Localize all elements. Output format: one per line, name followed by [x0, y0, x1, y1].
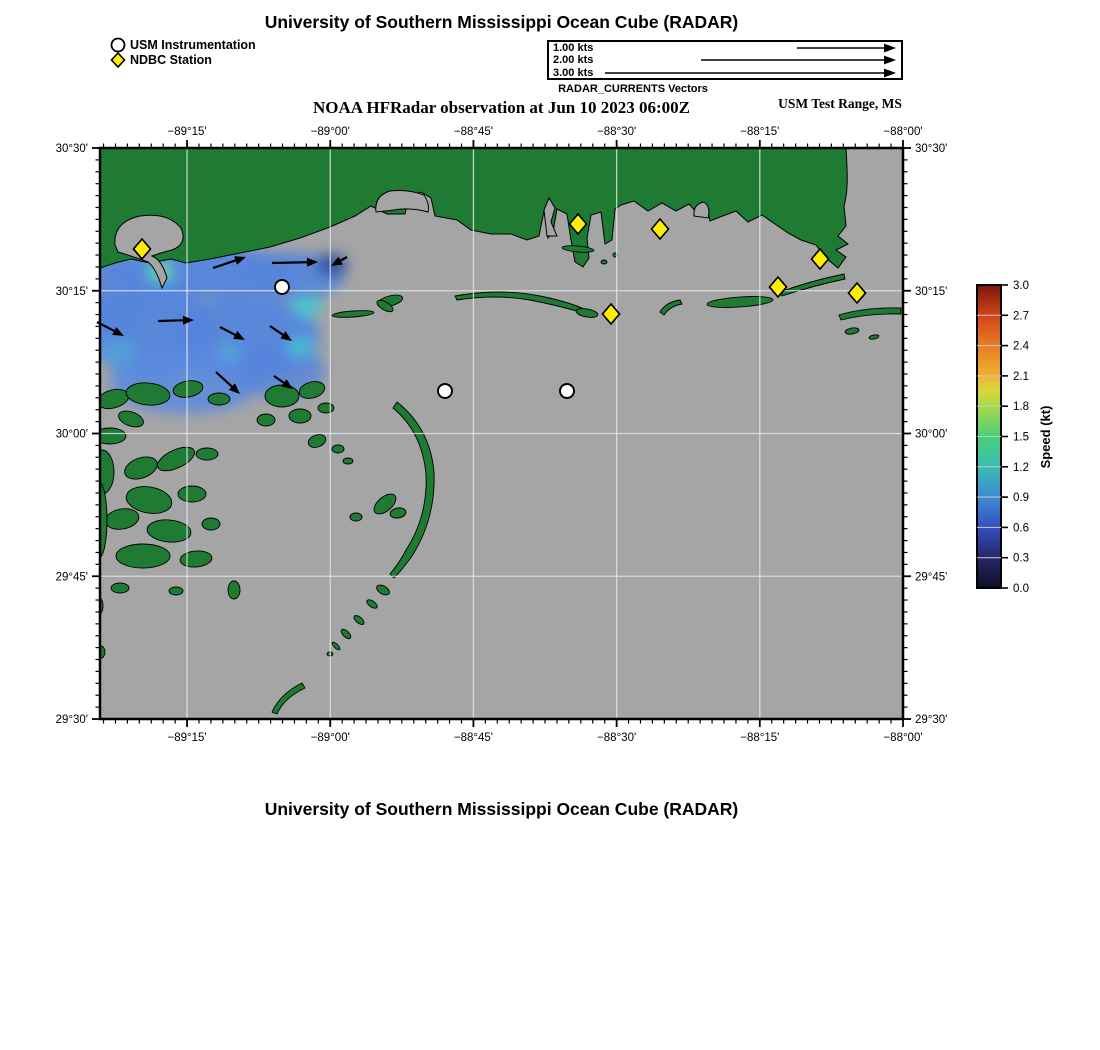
- vector-scale-box: [547, 40, 903, 80]
- x-tick-label-top: −89°00': [310, 126, 350, 138]
- y-tick-label-left: 30°00': [55, 428, 88, 441]
- vector-scale-arrow: [605, 67, 897, 79]
- vector-scale-row: [549, 67, 901, 79]
- x-tick-label-top: −89°15': [167, 126, 207, 138]
- vector-shaft: [158, 320, 183, 321]
- y-tick-label-right: 30°00': [915, 428, 948, 441]
- legend-label-ndbc: NDBC Station: [130, 52, 212, 67]
- vector-scale-label: 3.00 kts: [553, 66, 594, 79]
- y-tick-label-right: 29°30': [915, 714, 948, 726]
- usm-station-marker: [560, 384, 574, 398]
- x-tick-label-top: −88°45': [453, 126, 493, 138]
- x-tick-label-bottom: −88°45': [453, 732, 493, 744]
- colorbar-tick-label: 0.3: [1013, 552, 1029, 565]
- usm-station-marker: [438, 384, 452, 398]
- vector-scale-label: 1.00 kts: [553, 42, 594, 54]
- observation-subtitle: NOAA HFRadar observation at Jun 10 2023 06:00Z: [312, 98, 690, 117]
- colorbar-tick-label: 3.0: [1013, 280, 1029, 292]
- y-tick-label-left: 29°45': [55, 571, 88, 584]
- colorbar-tick-label: 1.8: [1013, 401, 1029, 414]
- y-tick-label-left: 29°30': [55, 714, 88, 726]
- y-tick-label-left: 30°15': [55, 285, 88, 298]
- legend-item-usm: [110, 37, 256, 52]
- colorbar-tick-label: 2.7: [1013, 310, 1029, 323]
- colorbar-title: Speed (kt): [1038, 405, 1053, 469]
- colorbar-tick-label: 2.1: [1013, 370, 1029, 383]
- colorbar-tick-label: 0.6: [1013, 522, 1029, 535]
- vector-scale-arrow: [701, 54, 897, 66]
- x-tick-label-bottom: −88°15': [740, 732, 780, 744]
- vector-scale-caption: RADAR_CURRENTS Vectors: [558, 83, 708, 95]
- x-tick-label-top: −88°00': [883, 126, 923, 138]
- usm-station-marker: [275, 280, 289, 294]
- legend-item-ndbc: [110, 52, 256, 67]
- colorbar-tick-label: 1.2: [1013, 461, 1029, 474]
- legend-label-usm: USM Instrumentation: [130, 37, 256, 52]
- y-tick-label-right: 30°30': [915, 143, 948, 155]
- vector-scale-label: 2.00 kts: [553, 54, 594, 67]
- y-tick-label-right: 30°15': [915, 285, 948, 298]
- x-tick-label-bottom: −89°00': [310, 732, 350, 744]
- page-title: University of Southern Mississippi Ocean Cube (RADAR): [264, 12, 739, 32]
- test-range-label: USM Test Range, MS: [778, 96, 902, 111]
- y-tick-label-right: 29°45': [915, 571, 948, 584]
- vector-scale-row: [549, 54, 901, 66]
- x-tick-label-top: −88°30': [597, 126, 637, 138]
- vector-scale-row: [549, 42, 901, 54]
- colorbar-tick-label: 0.9: [1013, 492, 1029, 505]
- speed-colorbar: [977, 280, 1053, 595]
- bay-st-louis: [376, 191, 429, 213]
- colorbar-tick-label: 2.4: [1013, 340, 1029, 353]
- vector-scale-arrow: [797, 42, 897, 54]
- x-tick-label-bottom: −88°30': [597, 732, 637, 744]
- vector-shaft: [272, 262, 307, 263]
- x-tick-label-bottom: −88°00': [883, 732, 923, 744]
- colorbar-tick-label: 0.0: [1013, 583, 1029, 595]
- footer-title: University of Southern Mississippi Ocean Cube (RADAR): [264, 799, 739, 819]
- x-tick-label-top: −88°15': [740, 126, 780, 138]
- diamond-marker-icon: [110, 52, 127, 68]
- circle-marker-icon: [110, 37, 127, 53]
- x-tick-label-bottom: −89°15': [167, 732, 207, 744]
- y-tick-label-left: 30°30': [55, 143, 88, 155]
- map-legend: [110, 37, 256, 67]
- colorbar-tick-label: 1.5: [1013, 431, 1029, 444]
